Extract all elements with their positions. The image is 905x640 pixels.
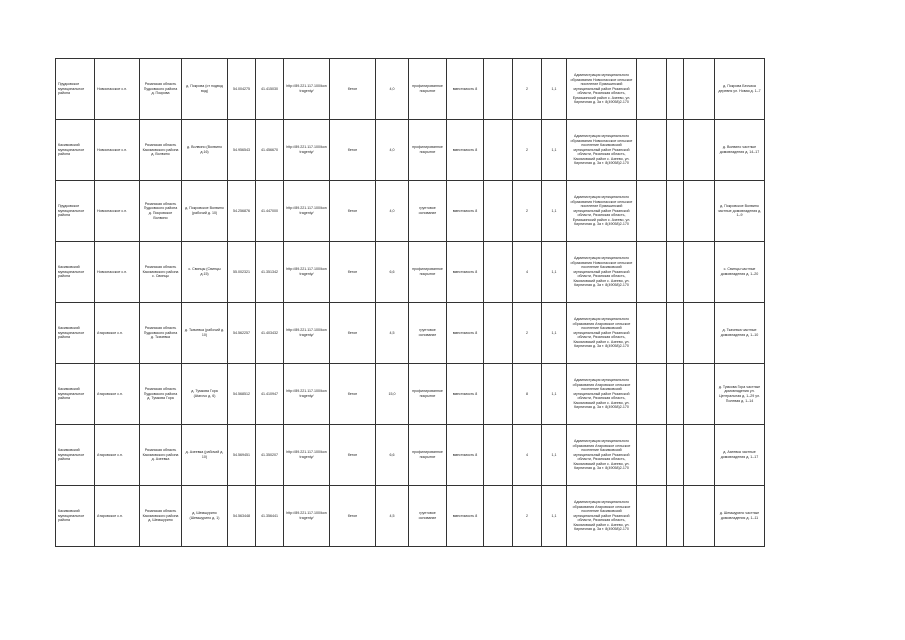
owner-cell: Администрация муниципального образования Атаровское сельское поселение Касимовский муниципальный район Рязанской области, Рязанская область, Касимовский район с. Азеево, ул. Кирпичная д. 3а т. 8(49058)2-170 [567, 486, 637, 547]
container-volume-cell: 1,1 [542, 303, 567, 364]
empty-cell [684, 364, 715, 425]
longitude-cell: 41.410947 [256, 364, 284, 425]
locality-cell: с. Свинцы (Свинцы д.15) [182, 242, 228, 303]
owner-cell: Администрация муниципального образования Новоспасское сельское поселение Ермишинский муниципальный район Рязанской области, Рязанская область, Ермишинский район с. Азеево, ул. Кирпичная д. 3а т. 8(49058)2-170 [567, 59, 637, 120]
address-cell: Рязанская область Пудковского района д. Покрова [140, 59, 182, 120]
table-row [56, 181, 765, 242]
surface-cell: бетон [330, 364, 376, 425]
settlement-cell: Атаровское с.п. [95, 486, 140, 547]
empty-cell [484, 486, 513, 547]
empty-cell [637, 364, 667, 425]
owner-cell: Администрация муниципального образования Атаровское сельское поселение Касимовский муниципальный район Рязанской области, Рязанская область, Касимовский район с. Азеево, ул. Кирпичная д. 3а т. 8(49058)2-170 [567, 425, 637, 486]
container-volume-cell: 1,1 [542, 242, 567, 303]
container-count-cell: 2 [513, 120, 542, 181]
longitude-cell: 41.350207 [256, 425, 284, 486]
empty-cell [667, 59, 684, 120]
reference-cell: http://89.221.117.100/kontragenty/ [284, 120, 330, 181]
container-volume-cell: 1,1 [542, 364, 567, 425]
container-volume-cell: 1,1 [542, 486, 567, 547]
latitude-cell: 54.563448 [228, 486, 256, 547]
address-cell: Рязанская область Пудковского района д. Покровское Волвино [140, 181, 182, 242]
district-cell: Касимовский муниципальное района [56, 303, 95, 364]
owner-cell: Администрация муниципального образования Новоспасское сельское поселение Касимовский муниципальный район Рязанской области, Рязанская область, Касимовский район с. Азеево, ул. Кирпичная д. 3а т. 8(49058)2-170 [567, 120, 637, 181]
table-row [56, 425, 765, 486]
table-row [56, 364, 765, 425]
locality-cell: д. Азеевка (рабочий д. 10) [182, 425, 228, 486]
area-cell: 4,0 [376, 181, 409, 242]
empty-cell [684, 181, 715, 242]
locality-cell: д. Волвино (Волвино д.16) [182, 120, 228, 181]
district-cell: Прудковское муниципальное района [56, 59, 95, 120]
empty-cell [484, 59, 513, 120]
base-type-cell: грунтовое основание [409, 181, 447, 242]
longitude-cell: 41.403432 [256, 303, 284, 364]
settlement-cell: Новоспасское с.п. [95, 242, 140, 303]
address-cell: Рязанская область Пудковского района д. Ткачевка [140, 303, 182, 364]
empty-cell [637, 242, 667, 303]
capacity-cell: вместимость 8 [447, 242, 484, 303]
owner-cell: Администрация муниципального образования Новоспасское сельское поселение Ермишинский муниципальный район Рязанской области, Рязанская область, Ермишинский район с. Азеево, ул. Кирпичная д. 3а т. 8(49058)2-170 [567, 181, 637, 242]
owner-cell: Администрация муниципального образования Атаровское сельское поселение Касимовский муниципальный район Рязанской области, Рязанская область, Касимовский район с. Азеево, ул. Кирпичная д. 3а т. 8(49058)2-170 [567, 303, 637, 364]
container-count-cell: 2 [513, 181, 542, 242]
container-count-cell: 2 [513, 59, 542, 120]
district-cell: Касимовский муниципальное района [56, 425, 95, 486]
capacity-cell: вместимость 8 [447, 364, 484, 425]
empty-cell [667, 242, 684, 303]
empty-cell [667, 486, 684, 547]
settlement-cell: Новоспасское с.п. [95, 120, 140, 181]
latitude-cell: 55.002321 [228, 242, 256, 303]
surface-cell: бетон [330, 425, 376, 486]
owner-cell: Администрация муниципального образования Атаровское сельское поселение Касимовский муниципальный район Рязанской области, Рязанская область, Касимовский район с. Азеево, ул. Кирпичная д. 3а т. 8(49058)2-170 [567, 364, 637, 425]
reference-cell: http://89.221.117.100/kontragenty/ [284, 303, 330, 364]
empty-cell [667, 120, 684, 181]
served-objects-cell: д. Ткачевка частные домовладения д. 1–10 [715, 303, 765, 364]
area-cell: 4,5 [376, 303, 409, 364]
container-volume-cell: 1,1 [542, 425, 567, 486]
served-objects-cell: д. Тумкова Гора частные домовладения ул. Центральная д. 1–29 ул. Полевая д. 1–14 [715, 364, 765, 425]
table-body [56, 59, 765, 547]
empty-cell [684, 303, 715, 364]
latitude-cell: 54.956543 [228, 120, 256, 181]
capacity-cell: вместимость 8 [447, 425, 484, 486]
served-objects-cell: д. Шемшурино частные домовладения д. 1–11 [715, 486, 765, 547]
capacity-cell: вместимость 8 [447, 181, 484, 242]
empty-cell [684, 120, 715, 181]
empty-cell [637, 181, 667, 242]
area-cell: 4,0 [376, 120, 409, 181]
address-cell: Рязанская область Касимовского района д. Азеевка [140, 425, 182, 486]
base-type-cell: профилированное покрытие [409, 120, 447, 181]
reference-cell: http://89.221.117.100/kontragenty/ [284, 364, 330, 425]
owner-cell: Администрация муниципального образования Новоспасское сельское поселение Касимовский муниципальный район Рязанской области, Рязанская область, Касимовский район с. Азеево, ул. Кирпичная д. 3а т. 8(49058)2-170 [567, 242, 637, 303]
base-type-cell: профилированное покрытие [409, 242, 447, 303]
surface-cell: бетон [330, 303, 376, 364]
empty-cell [667, 425, 684, 486]
district-cell: Касимовский муниципальное района [56, 486, 95, 547]
settlement-cell: Атаровское с.п. [95, 364, 140, 425]
empty-cell [484, 181, 513, 242]
empty-cell [484, 425, 513, 486]
reference-cell: http://89.221.117.100/kontragenty/ [284, 486, 330, 547]
surface-cell: бетон [330, 486, 376, 547]
empty-cell [637, 425, 667, 486]
longitude-cell: 41.447000 [256, 181, 284, 242]
table-row [56, 303, 765, 364]
empty-cell [684, 425, 715, 486]
served-objects-cell: д. Азеевка частные домовладения д. 1–17 [715, 425, 765, 486]
empty-cell [667, 364, 684, 425]
base-type-cell: грунтовое основание [409, 303, 447, 364]
settlement-cell: Новоспасское с.п. [95, 181, 140, 242]
empty-cell [684, 486, 715, 547]
longitude-cell: 41.356441 [256, 486, 284, 547]
surface-cell: бетон [330, 181, 376, 242]
address-cell: Рязанская область Касимовского района д. Шемшурино [140, 486, 182, 547]
container-count-cell: 2 [513, 303, 542, 364]
served-objects-cell: с. Свинцы частные домовладения д. 1–20 [715, 242, 765, 303]
container-count-cell: 8 [513, 364, 542, 425]
capacity-cell: вместимость 8 [447, 120, 484, 181]
area-cell: 6,6 [376, 242, 409, 303]
base-type-cell: профилированное покрытие [409, 59, 447, 120]
latitude-cell: 54.256876 [228, 181, 256, 242]
settlement-cell: Новоспасское с.п. [95, 59, 140, 120]
empty-cell [637, 120, 667, 181]
surface-cell: бетон [330, 120, 376, 181]
district-cell: Касимовский муниципальное района [56, 242, 95, 303]
locality-cell: д. Покрова (от подвод вод) [182, 59, 228, 120]
empty-cell [484, 364, 513, 425]
container-count-cell: 2 [513, 486, 542, 547]
table-row [56, 486, 765, 547]
empty-cell [484, 120, 513, 181]
container-site-registry-table [55, 58, 765, 547]
settlement-cell: Атаровское с.п. [95, 303, 140, 364]
container-volume-cell: 1,1 [542, 120, 567, 181]
reference-cell: http://89.221.117.100/kontragenty/ [284, 425, 330, 486]
district-cell: Прудковское муниципальное района [56, 181, 95, 242]
served-objects-cell: д. Покрова Бесчика деревня ул. Новая д. 1–7 [715, 59, 765, 120]
latitude-cell: 54.569451 [228, 425, 256, 486]
table-row [56, 120, 765, 181]
reference-cell: http://89.221.117.100/kontragenty/ [284, 59, 330, 120]
empty-cell [637, 486, 667, 547]
latitude-cell: 54.562257 [228, 303, 256, 364]
locality-cell: д. Шемшурино (Шемшурино д. 1) [182, 486, 228, 547]
area-cell: 6,6 [376, 425, 409, 486]
surface-cell: бетон [330, 59, 376, 120]
empty-cell [484, 303, 513, 364]
address-cell: Рязанская область Касимовского района д. Волвино [140, 120, 182, 181]
capacity-cell: вместимость 8 [447, 59, 484, 120]
surface-cell: бетон [330, 242, 376, 303]
longitude-cell: 41.415030 [256, 59, 284, 120]
table-row [56, 59, 765, 120]
area-cell: 4,0 [376, 59, 409, 120]
longitude-cell: 41.351342 [256, 242, 284, 303]
reference-cell: http://89.221.117.100/kontragenty/ [284, 242, 330, 303]
latitude-cell: 54.004275 [228, 59, 256, 120]
reference-cell: http://89.221.117.100/kontragenty/ [284, 181, 330, 242]
empty-cell [667, 181, 684, 242]
area-cell: 4,5 [376, 486, 409, 547]
settlement-cell: Атаровское с.п. [95, 425, 140, 486]
empty-cell [667, 303, 684, 364]
address-cell: Рязанская область Касимовского района с. Свинцы [140, 242, 182, 303]
container-volume-cell: 1,1 [542, 181, 567, 242]
served-objects-cell: д. Волвино частные домовладения д. 14–17 [715, 120, 765, 181]
capacity-cell: вместимость 8 [447, 486, 484, 547]
base-type-cell: грунтовое основание [409, 486, 447, 547]
capacity-cell: вместимость 8 [447, 303, 484, 364]
empty-cell [684, 242, 715, 303]
table-row [56, 242, 765, 303]
served-objects-cell: д. Покровское Волвино частные домовладения д. 1–9 [715, 181, 765, 242]
empty-cell [684, 59, 715, 120]
locality-cell: д. Покровское Волвино (рабочий д. 10) [182, 181, 228, 242]
district-cell: Касимовский муниципальное района [56, 364, 95, 425]
empty-cell [484, 242, 513, 303]
container-count-cell: 4 [513, 242, 542, 303]
container-volume-cell: 1,1 [542, 59, 567, 120]
base-type-cell: профилированное покрытие [409, 364, 447, 425]
longitude-cell: 41.456670 [256, 120, 284, 181]
locality-cell: д. Тумкова Гора (Atarovo д. 6) [182, 364, 228, 425]
empty-cell [637, 303, 667, 364]
address-cell: Рязанская область Пудковского района д. Тумкова Гора [140, 364, 182, 425]
empty-cell [637, 59, 667, 120]
base-type-cell: профилированное покрытие [409, 425, 447, 486]
locality-cell: д. Ткачевка (рабочий д. 10) [182, 303, 228, 364]
latitude-cell: 54.568512 [228, 364, 256, 425]
container-count-cell: 4 [513, 425, 542, 486]
district-cell: Касимовский муниципальное района [56, 120, 95, 181]
area-cell: 15,0 [376, 364, 409, 425]
